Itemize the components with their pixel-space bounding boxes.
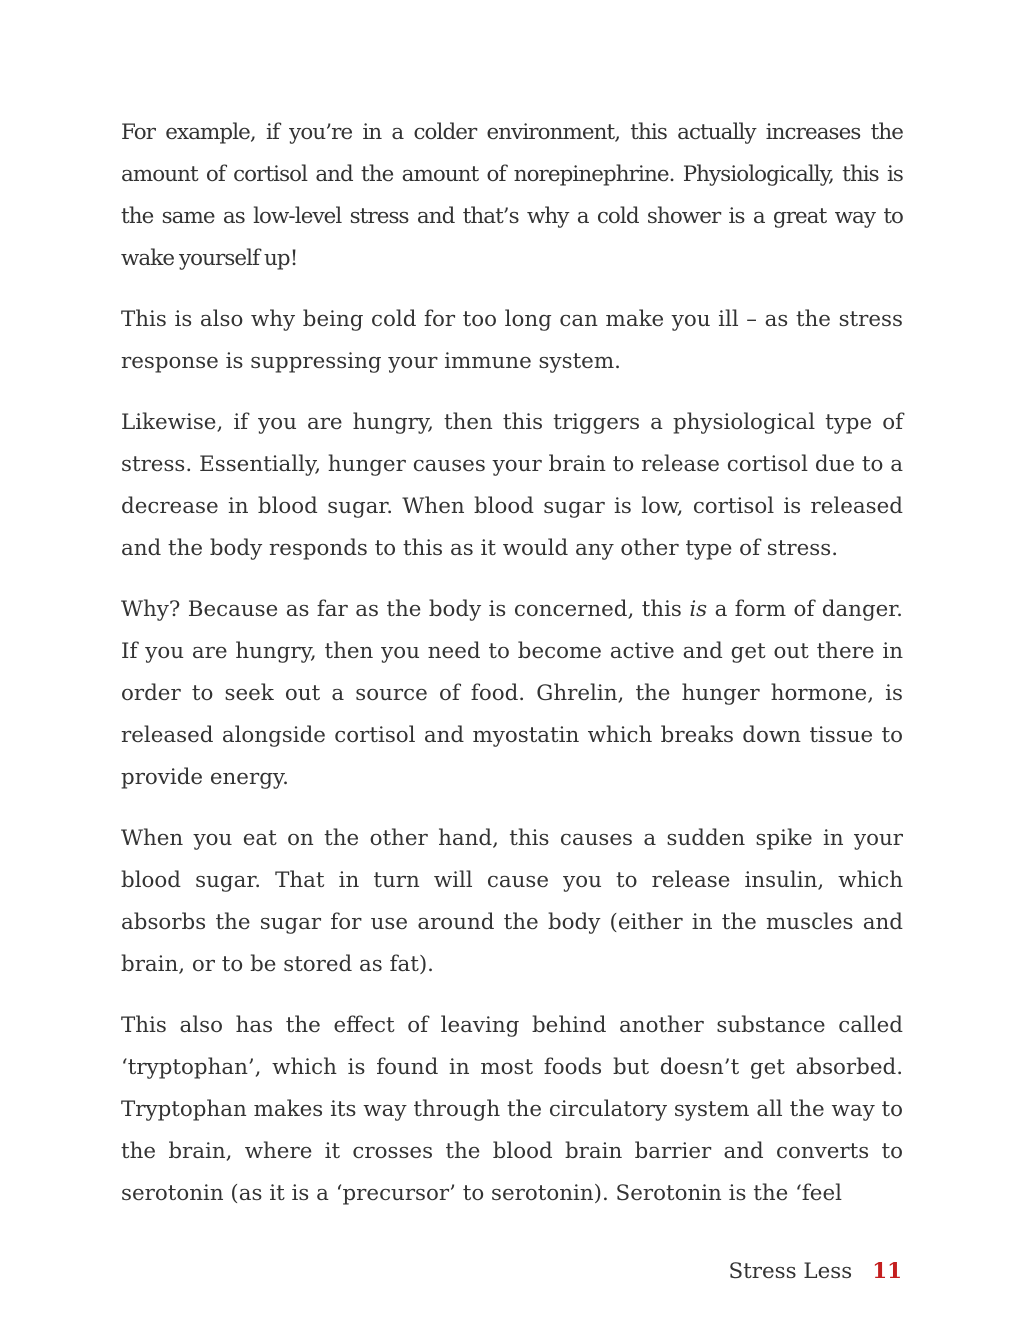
book-title: Stress Less: [728, 1259, 853, 1284]
paragraph-4: [121, 589, 903, 799]
paragraph-3: Likewise, if you are hungry, then this triggers a physiological type of stress. Essentially, hunger causes your brain to release cortisol due to a decrease in blood sugar. When blood sugar is low, cortisol is released and the body responds to this as it would any other type of stress.: [121, 410, 903, 561]
paragraph-5: When you eat on the other hand, this causes a sudden spike in your blood sugar. That in turn will cause you to release insulin, which absorbs the sugar for use around the body (either in the muscles and brain, or to be stored as fat).: [121, 826, 903, 977]
paragraph-4-emphasis: is: [689, 597, 708, 622]
page-number: 11: [872, 1259, 902, 1284]
paragraph-2: This is also why being cold for too long can make you ill – as the stress response is suppressing your immune system.: [121, 307, 903, 374]
page-body: [121, 112, 903, 1215]
paragraph-4-text-after: a form of danger. If you are hungry, then you need to become active and get out there in order to seek out a source of food. Ghrelin, the hunger hormone, is released alongside cortisol and myostatin which breaks down tissue to provide energy.: [121, 597, 903, 790]
paragraph-6: This also has the effect of leaving behind another substance called ‘tryptophan’, which is found in most foods but doesn’t get absorbed. Tryptophan makes its way through the circulatory system all the way to the brain, where it crosses the blood brain barrier and converts to serotonin (as it is a ‘precursor’ to serotonin). Serotonin is the ‘feel: [121, 1013, 903, 1206]
page-footer: [729, 1255, 903, 1289]
paragraph-1: For example, if you’re in a colder environment, this actually increases the amount of cortisol and the amount of norepinephrine. Physiologically, this is the same as low-level stress and that’s why a cold shower is a great way to wake yourself up!: [121, 120, 903, 271]
paragraph-4-text-before: Why? Because as far as the body is concerned, this: [121, 597, 690, 622]
